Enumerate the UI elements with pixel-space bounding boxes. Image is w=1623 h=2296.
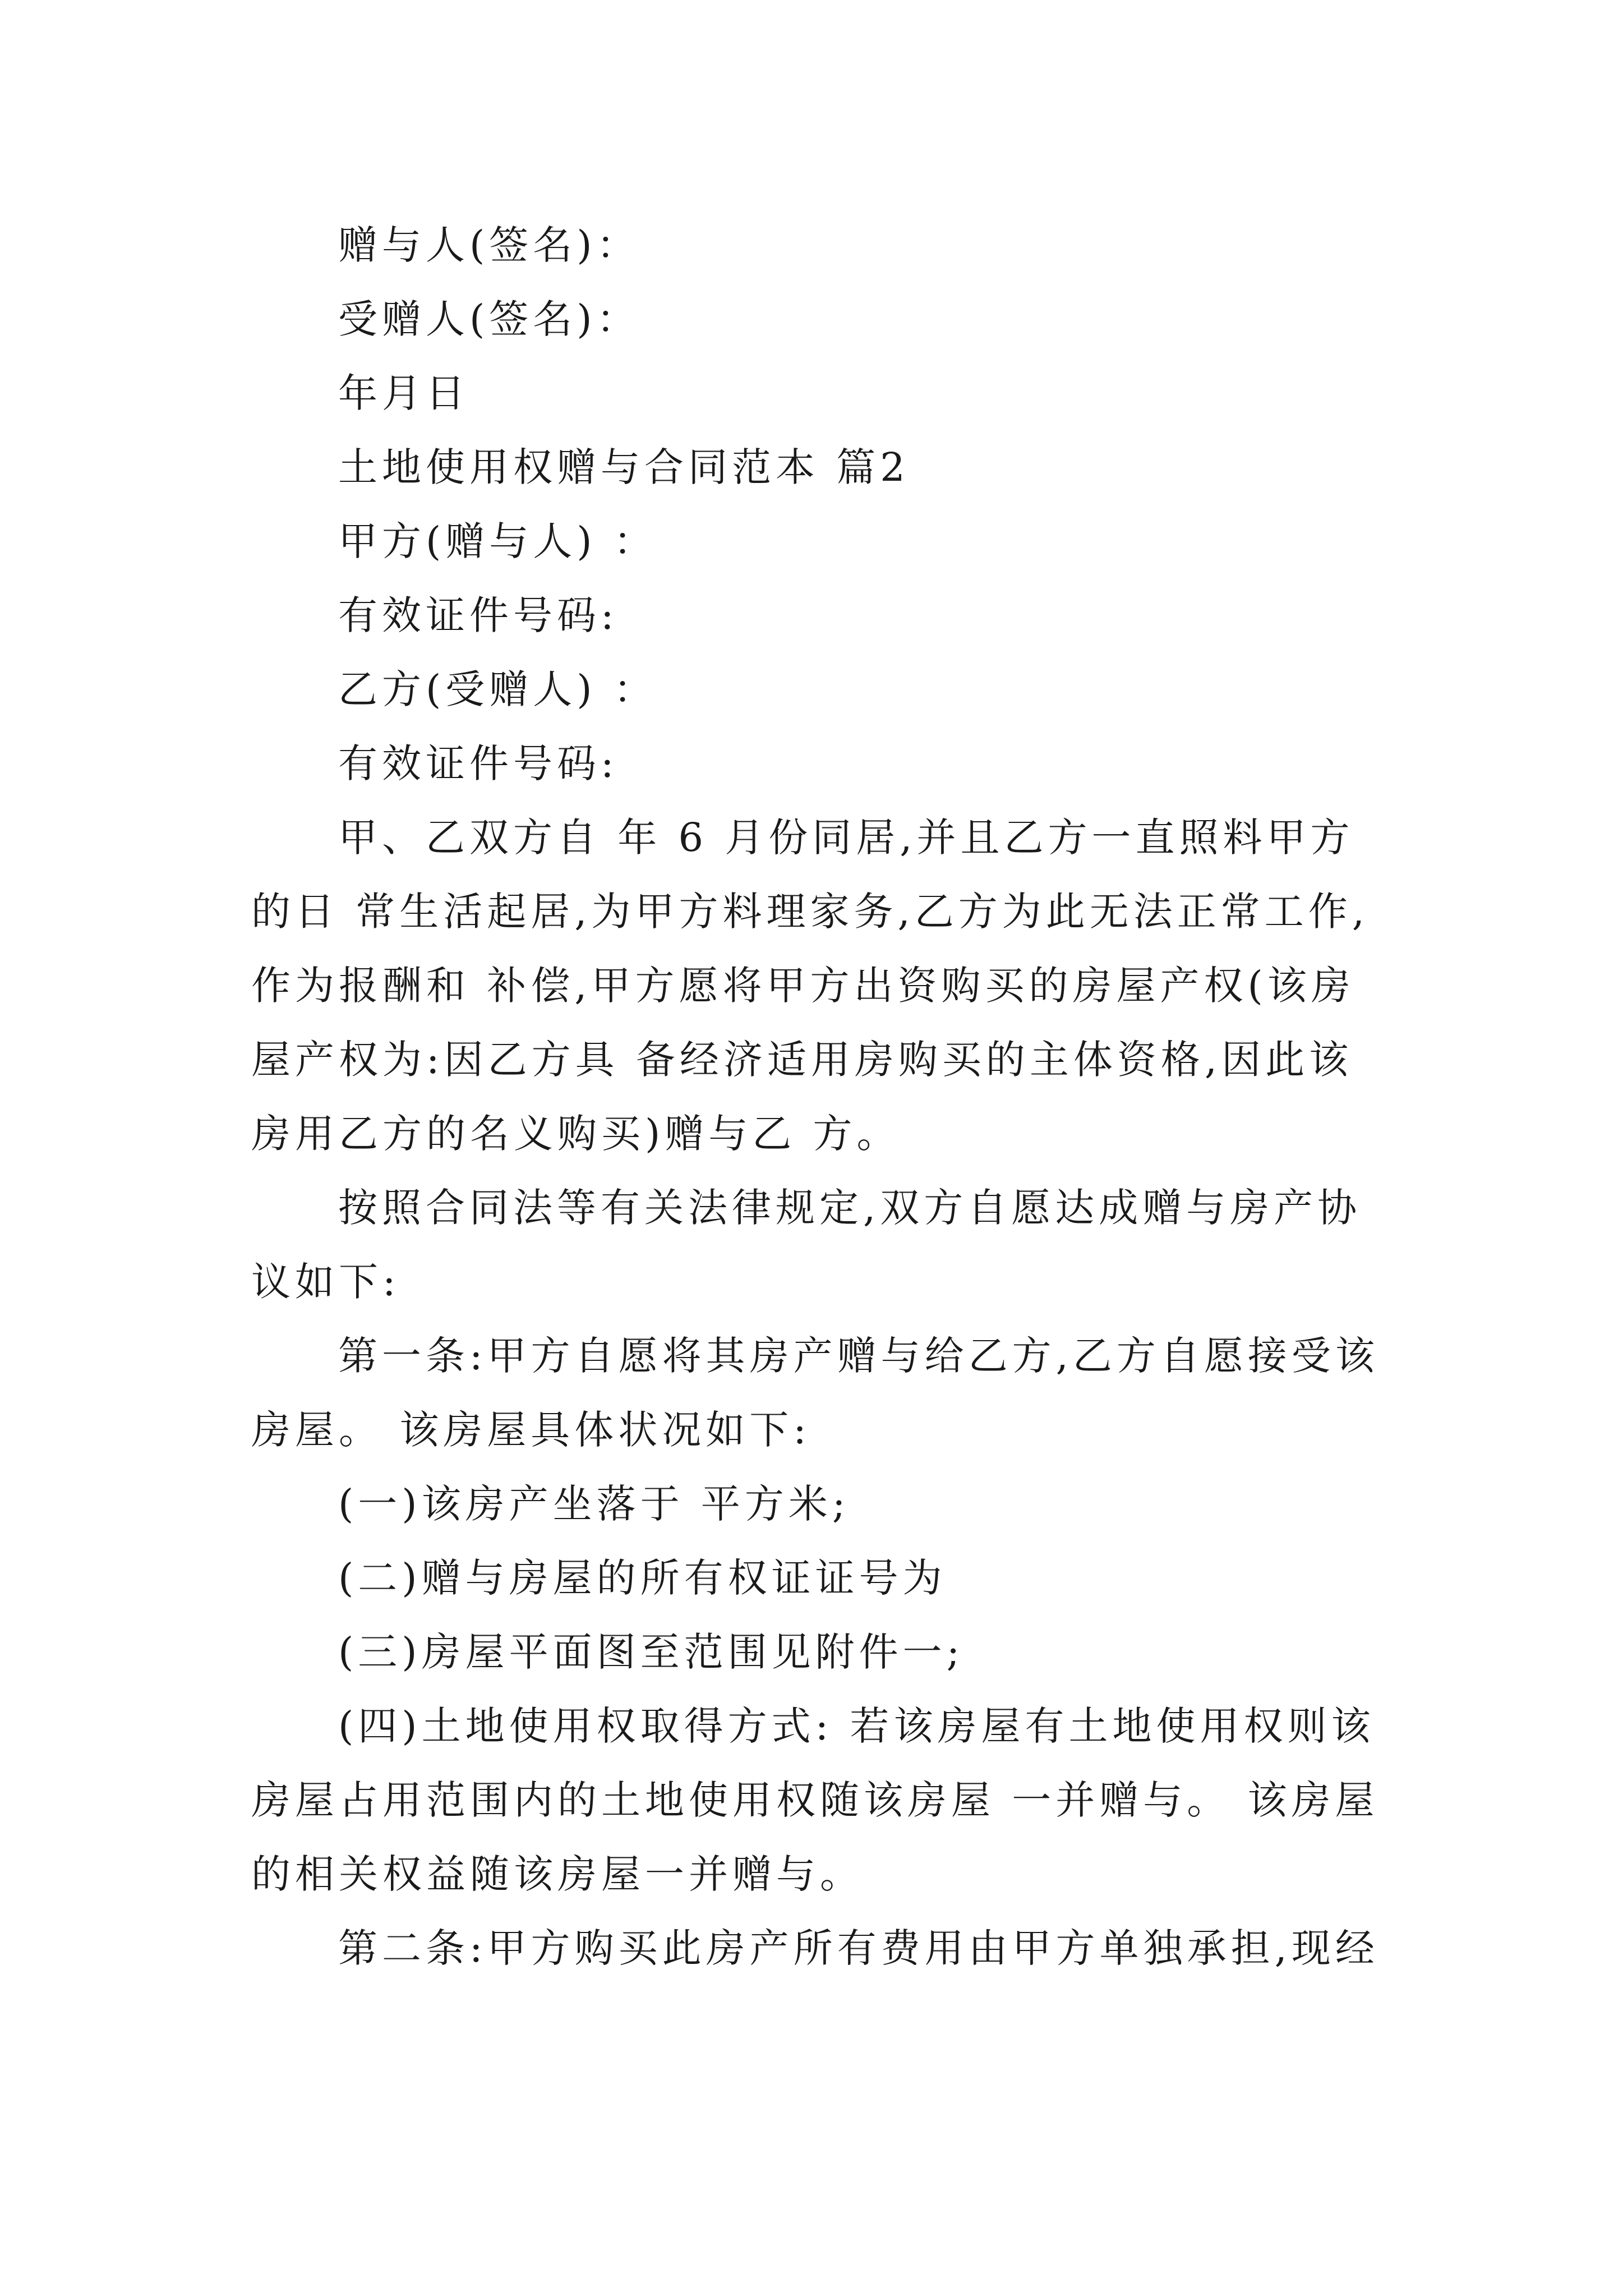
- article-one-line: 第一条:甲方自愿将其房产赠与给乙方,乙方自愿接受该: [338, 1333, 1379, 1379]
- party-a-id-line: 有效证件号码:: [338, 592, 619, 638]
- party-a-line: 甲方(赠与人) ：: [338, 518, 657, 564]
- paragraph-line: 房用乙方的名义购买)赠与乙 方。: [251, 1111, 901, 1157]
- date-line: 年月日: [338, 370, 469, 416]
- paragraph-line: 屋产权为:因乙方具 备经济适用房购买的主体资格,因此该: [251, 1037, 1353, 1083]
- clause-line: (三)房屋平面图至范围见附件一;: [338, 1629, 965, 1675]
- party-b-line: 乙方(受赠人) ：: [338, 666, 657, 712]
- paragraph-line: 作为报酬和 补偿,甲方愿将甲方出资购买的房屋产权(该房: [251, 963, 1355, 1009]
- article-one-line: 房屋。 该房屋具体状况如下:: [251, 1407, 811, 1453]
- paragraph-line: 议如下:: [251, 1259, 400, 1305]
- clause-line: (一)该房产坐落于 平方米;: [338, 1481, 850, 1527]
- paragraph-line: 甲、乙双方自 年 6 月份同居,并且乙方一直照料甲方: [338, 815, 1354, 861]
- clause-line: (二)赠与房屋的所有权证证号为: [338, 1555, 947, 1601]
- paragraph-line: 按照合同法等有关法律规定,双方自愿达成赠与房产协: [338, 1185, 1362, 1231]
- party-b-id-line: 有效证件号码:: [338, 740, 619, 786]
- clause-line: 房屋占用范围内的土地使用权随该房屋 一并赠与。 该房屋: [251, 1777, 1379, 1823]
- clause-line: (四)土地使用权取得方式: 若该房屋有土地使用权则该: [338, 1703, 1375, 1749]
- section-heading: 土地使用权赠与合同范本 篇2: [338, 444, 910, 490]
- clause-line: 的相关权益随该房屋一并赠与。: [251, 1851, 864, 1897]
- paragraph-line: 的日 常生活起居,为甲方料理家务,乙方为此无法正常工作,: [251, 889, 1370, 935]
- recipient-signature-line: 受赠人(签名)：: [338, 296, 640, 342]
- donor-signature-line: 赠与人(签名)：: [338, 222, 640, 268]
- article-two-line: 第二条:甲方购买此房产所有费用由甲方单独承担,现经: [338, 1925, 1379, 1971]
